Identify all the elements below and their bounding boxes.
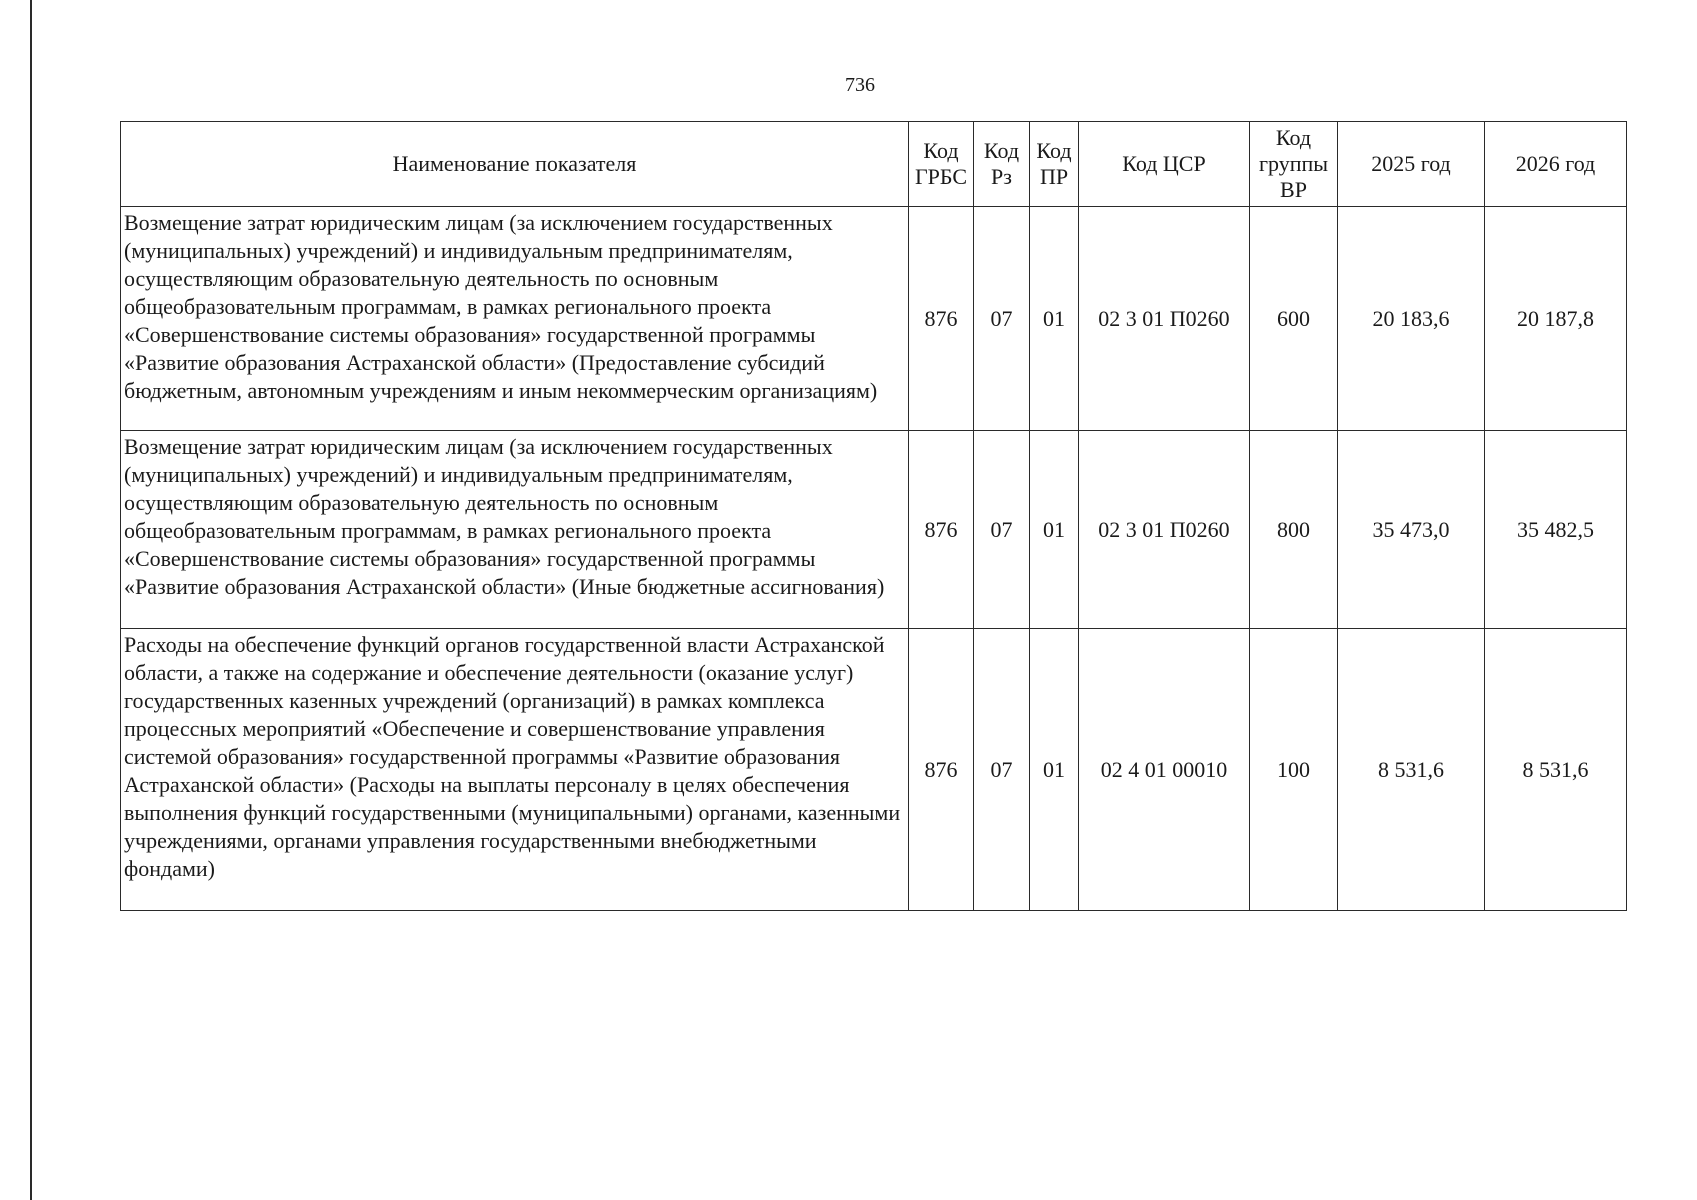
cell-vr: 600 xyxy=(1250,207,1338,431)
cell-grbs: 876 xyxy=(909,431,974,629)
header-vr: Код группы ВР xyxy=(1250,122,1338,207)
header-pr: Код ПР xyxy=(1030,122,1079,207)
header-name: Наименование показателя xyxy=(121,122,909,207)
cell-csr: 02 3 01 П0260 xyxy=(1079,431,1250,629)
cell-grbs: 876 xyxy=(909,207,974,431)
header-rz: Код Рз xyxy=(974,122,1030,207)
cell-csr: 02 4 01 00010 xyxy=(1079,629,1250,911)
header-grbs: Код ГРБС xyxy=(909,122,974,207)
table-row xyxy=(121,629,1627,911)
cell-rz: 07 xyxy=(974,207,1030,431)
header-2025: 2025 год xyxy=(1338,122,1485,207)
cell-pr: 01 xyxy=(1030,207,1079,431)
cell-2026: 35 482,5 xyxy=(1485,431,1627,629)
budget-table xyxy=(120,121,1627,911)
cell-name: Возмещение затрат юридическим лицам (за исключением государственных (муниципальных) учреждений) и индивидуальным предпринимателям, осуществляющим образовательную деятельность по основным общеобразовательным программам, в рамках регионального проекта «Совершенствование системы образования» государственной программы «Развитие образования Астраханской области» (Иные бюджетные ассигнования) xyxy=(121,431,909,629)
cell-csr: 02 3 01 П0260 xyxy=(1079,207,1250,431)
cell-2025: 35 473,0 xyxy=(1338,431,1485,629)
table-header-row xyxy=(121,122,1627,207)
cell-rz: 07 xyxy=(974,431,1030,629)
table-row xyxy=(121,431,1627,629)
cell-pr: 01 xyxy=(1030,431,1079,629)
cell-rz: 07 xyxy=(974,629,1030,911)
cell-pr: 01 xyxy=(1030,629,1079,911)
header-2026: 2026 год xyxy=(1485,122,1627,207)
cell-grbs: 876 xyxy=(909,629,974,911)
cell-name: Расходы на обеспечение функций органов государственной власти Астраханской области, а также на содержание и обеспечение деятельности (оказание услуг) государственных казенных учреждений (организаций) в рамках комплекса процессных мероприятий «Обеспечение и совершенствование управления системой образования» государственной программы «Развитие образования Астраханской области» (Расходы на выплаты персоналу в целях обеспечения выполнения функций государственными (муниципальными) органами, казенными учреждениями, органами управления государственными внебюджетными фондами) xyxy=(121,629,909,911)
header-csr: Код ЦСР xyxy=(1079,122,1250,207)
cell-vr: 100 xyxy=(1250,629,1338,911)
cell-2026: 20 187,8 xyxy=(1485,207,1627,431)
binding-margin-line xyxy=(30,0,32,1200)
cell-2026: 8 531,6 xyxy=(1485,629,1627,911)
cell-2025: 20 183,6 xyxy=(1338,207,1485,431)
cell-vr: 800 xyxy=(1250,431,1338,629)
cell-name: Возмещение затрат юридическим лицам (за исключением государственных (муниципальных) учреждений) и индивидуальным предпринимателям, осуществляющим образовательную деятельность по основным общеобразовательным программам, в рамках регионального проекта «Совершенствование системы образования» государственной программы «Развитие образования Астраханской области» (Предоставление субсидий бюджетным, автономным учреждениям и иным некоммерческим организациям) xyxy=(121,207,909,431)
cell-2025: 8 531,6 xyxy=(1338,629,1485,911)
page-number: 736 xyxy=(845,74,875,96)
table-row xyxy=(121,207,1627,431)
